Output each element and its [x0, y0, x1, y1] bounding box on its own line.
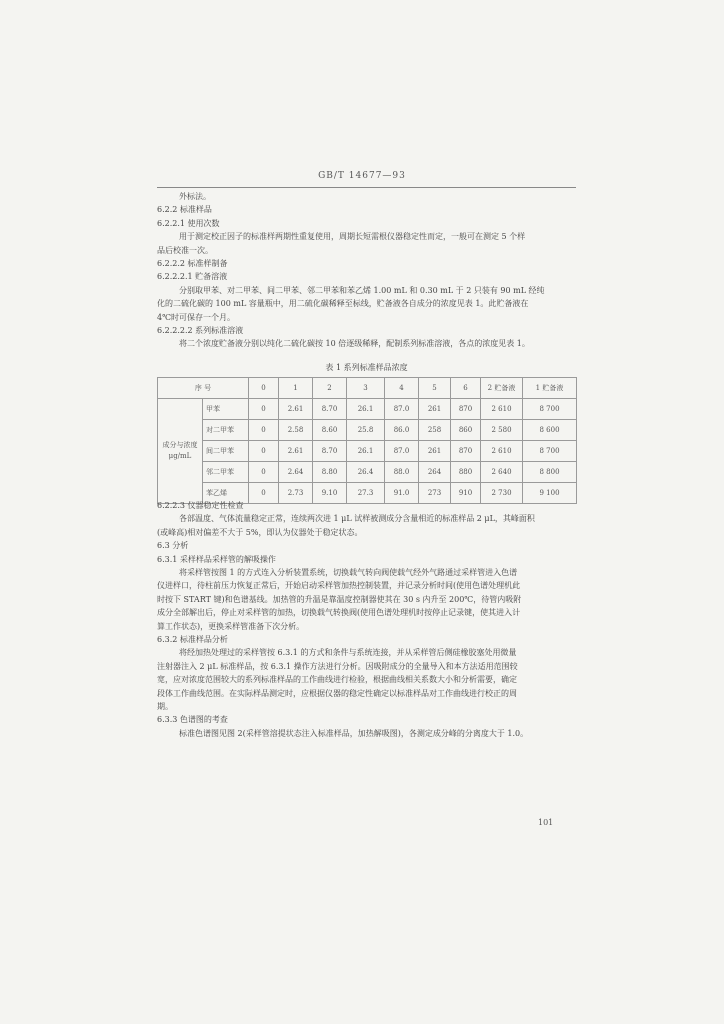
table-cell: 8 600: [523, 420, 577, 441]
table-cell: 258: [419, 420, 451, 441]
page-number: 101: [538, 818, 554, 827]
table-cell: 2.64: [279, 462, 313, 483]
text-line: 用于测定校正因子的标准样两期性重复使用，周期长短需根仪器稳定性而定，一般可在测定 5 个样: [179, 232, 526, 242]
text-line: 6.3.1 采样样品采样管的解吸操作: [157, 554, 276, 564]
table-header-cell: 4: [385, 378, 419, 399]
component-name: 对二甲苯: [203, 420, 249, 441]
table-cell: 0: [249, 483, 279, 504]
table-header-cell: 1 贮备液: [523, 378, 577, 399]
table-header-cell: 3: [347, 378, 385, 399]
component-name: 间二甲苯: [203, 441, 249, 462]
text-line: 6.2.2.2.2 系列标准溶液: [157, 326, 244, 335]
table-cell: 88.0: [385, 462, 419, 483]
table-cell: 880: [451, 462, 481, 483]
table-cell: 2 610: [481, 441, 523, 462]
table-cell: 8 700: [523, 399, 577, 420]
text-line: 宽，应对浓度范围较大的系列标准样品的工作曲线进行检验，根据曲线相关系数大小和分析需要，确定: [157, 675, 517, 685]
table-cell: 2.73: [279, 483, 313, 504]
table-cell: 26.4: [347, 462, 385, 483]
text-line: 6.2.2.2.1 贮备溶液: [157, 272, 228, 282]
text-line: 化的二硫化碳的 100 mL 容量瓶中，用二硫化碳稀释至标线，贮备液各自成分的浓度见表 1。此贮备液在: [157, 299, 529, 309]
text-line: 4℃时可保存一个月。: [157, 312, 236, 322]
table-header-seq: 序 号: [158, 378, 249, 399]
table-cell: 25.8: [347, 420, 385, 441]
table-cell: 86.0: [385, 420, 419, 441]
text-line: 算工作状态)，更换采样管准备下次分析。: [157, 621, 305, 631]
table-header-cell: 5: [419, 378, 451, 399]
page-header: GB/T 14677—93: [318, 171, 406, 181]
text-line: 将二个浓度贮备液分别以纯化二硫化碳按 10 倍逐级稀释，配制系列标准溶液，各点的浓度见表 1。: [179, 339, 530, 349]
text-line: 仪进样口，待柱前压力恢复正常后，开始启动采样管加热控制装置，并记录分析时间(使用色谱处理机此: [157, 581, 521, 591]
standard-concentration-table: [157, 377, 577, 504]
text-line: 6.3.3 色谱图的考查: [157, 715, 228, 725]
text-line: 各部温度、气体流量稳定正常，连续两次进 1 μL 试样被测成分含量相近的标准样品 2 μL，其峰面积: [179, 514, 535, 524]
table-cell: 2.61: [279, 399, 313, 420]
header-rule: [157, 187, 576, 188]
table-cell: 8 700: [523, 441, 577, 462]
text-line: 6.3 分析: [157, 541, 189, 551]
table-cell: 26.1: [347, 441, 385, 462]
table-title: 表 1 系列标准样品浓度: [325, 363, 408, 372]
table-header-cell: 1: [279, 378, 313, 399]
table-cell: 8.60: [313, 420, 347, 441]
component-name: 苯乙烯: [203, 483, 249, 504]
table-cell: 2.61: [279, 441, 313, 462]
table-row: [158, 420, 577, 441]
component-name: 邻二甲苯: [203, 462, 249, 483]
text-line: 6.2.2.2 标准样制备: [157, 259, 228, 268]
table-cell: 261: [419, 441, 451, 462]
text-line: 外标法。: [179, 192, 211, 201]
table-cell: 860: [451, 420, 481, 441]
text-line: 6.2.2.3 仪器稳定性检查: [157, 501, 244, 510]
table-cell: 2 730: [481, 483, 523, 504]
text-line: 将经加热处理过的采样管按 6.3.1 的方式和条件与系统连接，并从采样管后侧硅橡胶塞处用微量: [179, 648, 517, 658]
table-cell: 26.1: [347, 399, 385, 420]
table-header-cell: 2: [313, 378, 347, 399]
table-cell: 870: [451, 441, 481, 462]
text-line: 段体工作曲线范围。在实际样品测定时，应根据仪器的稳定性确定以标准样品对工作曲线进行校正的周: [157, 688, 517, 698]
text-line: 注射器注入 2 μL 标准样品，按 6.3.1 操作方法进行分析。因吸附成分的全量导入和本方法适用范围较: [157, 661, 518, 671]
text-line: 成分全部解出后，停止对采样管的加热，切换载气转换阀(使用色谱处理机时按停止记录键，使其进入计: [157, 608, 521, 618]
table-header-cell: 0: [249, 378, 279, 399]
text-line: (或峰高)相对偏差不大于 5%，即认为仪器处于稳定状态。: [157, 527, 363, 537]
text-line: 期。: [157, 702, 173, 711]
table-cell: 261: [419, 399, 451, 420]
table-cell: 9 100: [523, 483, 577, 504]
text-line: 品后校准一次。: [157, 245, 213, 255]
table-row: [158, 462, 577, 483]
table-cell: 910: [451, 483, 481, 504]
table-cell: 87.0: [385, 399, 419, 420]
table-cell: 0: [249, 420, 279, 441]
table-header-row: [158, 378, 577, 399]
table-cell: 8.70: [313, 441, 347, 462]
table-header-cell: 2 贮备液: [481, 378, 523, 399]
table-cell: 0: [249, 399, 279, 420]
table-cell: 91.0: [385, 483, 419, 504]
table-cell: 264: [419, 462, 451, 483]
text-line: 将采样管按图 1 的方式连入分析装置系统，切换载气转向阀使载气经外气路通过采样管进入色谱: [179, 568, 518, 577]
table-cell: 870: [451, 399, 481, 420]
group-label: 成分与浓度 μg/mL: [158, 399, 203, 504]
table-cell: 9.10: [313, 483, 347, 504]
component-name: 甲苯: [203, 399, 249, 420]
table-cell: 8 800: [523, 462, 577, 483]
table-cell: 2 640: [481, 462, 523, 483]
text-line: 6.2.2.1 使用次数: [157, 218, 220, 228]
table-cell: 8.70: [313, 399, 347, 420]
table-cell: 2 610: [481, 399, 523, 420]
text-line: 时按下 START 键)和色谱基线。加热管的升温是靠温度控制器使其在 30 s 内升至 200℃，待管内吸附: [157, 594, 522, 604]
table-cell: 8.80: [313, 462, 347, 483]
text-line: 标准色谱图见图 2(采样管溶提状态注入标准样品，加热解吸图)，各测定成分峰的分离度大于 1.0。: [179, 728, 529, 738]
table-cell: 2.58: [279, 420, 313, 441]
text-line: 分别取甲苯、对二甲苯、间二甲苯、邻二甲苯和苯乙烯 1.00 mL 和 0.30 mL 于 2 只装有 90 mL 经纯: [179, 285, 545, 295]
table-cell: 87.0: [385, 441, 419, 462]
text-line: 6.3.2 标准样品分析: [157, 635, 228, 644]
table-header-cell: 6: [451, 378, 481, 399]
table-cell: 0: [249, 462, 279, 483]
table-cell: 27.3: [347, 483, 385, 504]
table-cell: 0: [249, 441, 279, 462]
table-row: [158, 399, 577, 420]
text-line: 6.2.2 标准样品: [157, 205, 212, 215]
table-cell: 273: [419, 483, 451, 504]
table-row: [158, 441, 577, 462]
table-cell: 2 580: [481, 420, 523, 441]
